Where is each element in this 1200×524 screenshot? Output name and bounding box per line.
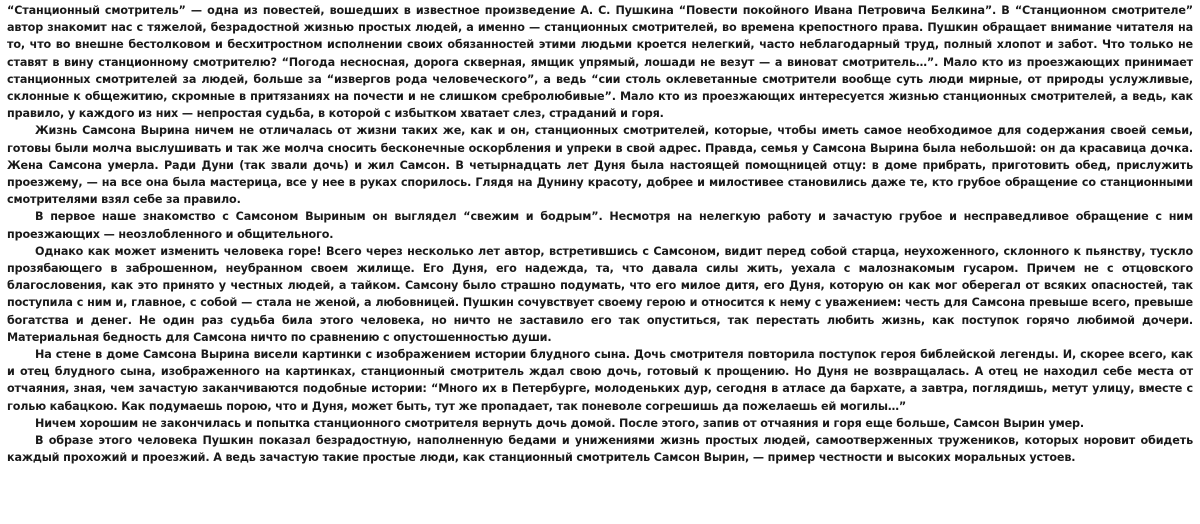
paragraph-prodigal-son: На стене в доме Самсона Вырина висели картинки с изображением истории блудного сына. Дочь смотрителя повторила поступок героя библейской легенды. И, скорее всего, как и отец блудного сына, изображенного на картинках, станционный смотритель ждал свою дочь, готовый к прощению. Но Дуня не возвращалась. А отец не находил себе места от отчаяния, зная, чем зачастую заканчиваются подобные истории: “Много их в Петербурге, молоденьких дур, сегодня в атласе да бархате, а завтра, поглядишь, метут улицу, вместе с голью кабацкою. Как подумаешь порою, что и Дуня, может быть, тут же пропадает, так поневоле согрешишь да пожелаешь ей могилы…” [7,348,1193,413]
paragraph-samson-life: Жизнь Самсона Вырина ничем не отличалась от жизни таких же, как и он, станционных смотрителей, которые, чтобы иметь самое необходимое для содержания своей семьи, готовы были молча выслушивать и так же молча сносить бесконечные оскорбления и упреки в свой адрес. Правда, семья у Самсона Вырина была небольшой: он да красавица дочка. Жена Самсона умерла. Ради Дуни (так звали дочь) и жил Самсон. В четырнадцать лет Дуня была настоящей помощницей отцу: в доме прибрать, приготовить обед, прислужить проезжему, — на все она была мастерица, все у нее в руках спорилось. Глядя на Дунину красоту, добрее и милостивее становились даже те, кто грубое обращение со станционными смотрителями взял себе за правило. [7,124,1193,207]
essay-text [7,2,1193,466]
paragraph-first-meeting: В первое наше знакомство с Самсоном Выриным он выглядел “свежим и бодрым”. Несмотря на нелегкую работу и зачастую грубое и несправедливое обращение с ним проезжающих — неозлобленного и общительного. [7,210,1193,241]
paragraph-grief: Однако как может изменить человека горе! Всего через несколько лет автор, встретившись с Самсоном, видит перед собой старца, неухоженного, склонного к пьянству, тускло прозябающего в заброшенном, неубранном своем жилище. Его Дуня, его надежда, та, что давала силы жить, уехала с малознакомым гусаром. Причем не с отцовского благословения, как это принято у честных людей, а тайком. Самсону было страшно подумать, что его милое дитя, его Дуня, которую он как мог оберегал от всяких опасностей, так поступила с ним и, главное, с собой — стала не женой, а любовницей. Пушкин сочувствует своему герою и относится к нему с уважением: честь для Самсона превыше всего, превыше богатства и денег. Не один раз судьба била этого человека, но ничто не заставило его так опуститься, так перестать любить жизнь, как поступок горячо любимой дочери. Материальная бедность для Самсона ничто по сравнению с опустошенностью души. [7,244,1193,344]
paragraph-intro: “Станционный смотритель” — одна из повестей, вошедших в известное произведение А. С. Пушкина “Повести покойного Ивана Петровича Белкина”. В “Станционном смотрителе” автор знакомит нас с тяжелой, безрадостной жизнью простых людей, а именно — станционных смотрителей, во времена крепостного права. Пушкин обращает внимание читателя на то, что во внешне бестолковом и бесхитростном исполнении своих обязанностей этими людьми кроется нелегкий, часто неблагодарный труд, полный хлопот и забот. Что только не ставят в вину станционному смотрителю? “Погода несносная, дорога скверная, ямщик упрямый, лошади не везут — а виноват смотритель…”. Мало кто из проезжающих принимает станционных смотрителей за людей, больше за “извергов рода человеческого”, а ведь “сии столь оклеветанные смотрители вообще суть люди мирные, от природы услужливые, склонные к общежитию, скромные в притязаниях на почести и не слишком сребролюбивые”. Мало кто из проезжающих интересуется жизнью станционных смотрителей, а ведь, как правило, у каждого из них — непростая судьба, в которой с избытком хватает слез, страданий и горя. [7,4,1193,121]
paragraph-conclusion: В образе этого человека Пушкин показал безрадостную, наполненную бедами и унижениями жизнь простых людей, самоотверженных тружеников, которых норовит обидеть каждый прохожий и проезжий. А ведь зачастую такие простые люди, как станционный смотритель Самсон Вырин, — пример честности и высоких моральных устоев. [7,434,1193,465]
paragraph-death: Ничем хорошим не закончилась и попытка станционного смотрителя вернуть дочь домой. После этого, запив от отчаяния и горя еще больше, Самсон Вырин умер. [35,416,1084,430]
